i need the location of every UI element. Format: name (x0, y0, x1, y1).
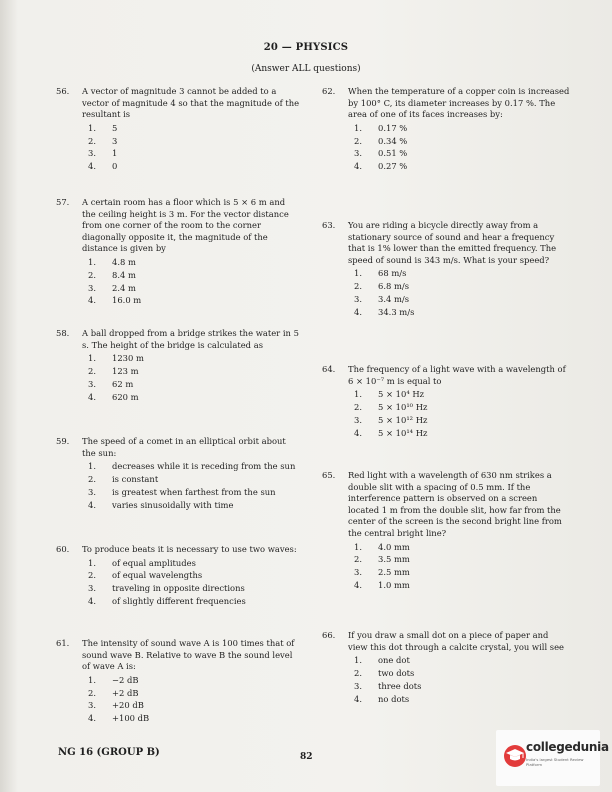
option-1: 1. −2 dB (88, 674, 139, 685)
option-2: 2. is constant (88, 473, 159, 484)
options-list (88, 257, 301, 307)
options-list (88, 558, 301, 608)
option-3: 3. 3.4 m/s (354, 293, 410, 304)
option-3: 3. 5 × 10¹² Hz (354, 414, 428, 425)
question-number: 61. (56, 638, 70, 648)
option-4: 4. varies sinusoidally with time (88, 499, 234, 510)
option-2: 2. 0.34 % (354, 135, 408, 146)
option-1: 1. 68 m/s (354, 268, 407, 279)
option-2: 2. of equal wavelengths (88, 570, 203, 581)
options-list (88, 461, 301, 511)
page-number: 82 (300, 752, 313, 762)
question-number: 60. (56, 544, 70, 554)
option-2: 2. 8.4 m (88, 269, 136, 280)
option-4: 4. 1.0 mm (354, 579, 410, 590)
options-list (88, 123, 301, 173)
option-1: 1. 5 (88, 122, 118, 133)
option-2: 2. 3 (88, 135, 118, 146)
watermark-tagline: India's largest Student Review Platform (526, 757, 584, 767)
question-61 (56, 638, 301, 726)
options-list (354, 542, 570, 592)
question-stem: The frequency of a light wave with a wavelength of 6 × 10⁻⁷ m is equal to (348, 364, 566, 386)
option-4: 4. +100 dB (88, 713, 150, 724)
option-1: 1. one dot (354, 655, 410, 666)
question-stem: To produce beats it is necessary to use two waves: (82, 544, 297, 554)
option-4: 4. 620 m (88, 391, 139, 402)
question-number: 64. (322, 364, 336, 374)
question-65 (322, 470, 570, 593)
page-title: 20 — PHYSICS (263, 42, 349, 53)
option-3: 3. 2.5 mm (354, 567, 410, 578)
option-4: 4. 16.0 m (88, 295, 142, 306)
question-57 (56, 197, 301, 308)
option-3: 3. is greatest when farthest from the sun (88, 486, 276, 497)
question-number: 56. (56, 86, 70, 96)
options-list (354, 389, 570, 439)
question-stem: Red light with a wavelength of 630 nm strikes a double slit with a spacing of 0.5 mm. If the interference pattern is observed on a screen located 1 m from the double slit, how far from the center of the screen is the second bright line from the central bright line? (348, 470, 562, 538)
instruction-text: (Answer ALL questions) (251, 64, 361, 74)
question-62 (322, 86, 570, 174)
question-number: 62. (322, 86, 336, 96)
option-2: 2. 123 m (88, 365, 139, 376)
watermark-brand: collegedunia (526, 740, 609, 754)
options-list (88, 675, 301, 725)
question-59 (56, 436, 301, 512)
option-3: 3. 62 m (88, 378, 134, 389)
options-list (354, 123, 570, 173)
question-stem: A ball dropped from a bridge strikes the water in 5 s. The height of the bridge is calculated as (82, 328, 299, 350)
question-number: 63. (322, 220, 336, 230)
footer-code: NG 16 (GROUP B) (58, 747, 160, 758)
option-2: 2. 6.8 m/s (354, 281, 410, 292)
question-stem: When the temperature of a copper coin is increased by 100° C, its diameter increases by 0.17 %. The area of one of its faces increases by: (348, 86, 570, 120)
question-number: 65. (322, 470, 336, 480)
option-4: 4. no dots (354, 693, 410, 704)
option-4: 4. of slightly different frequencies (88, 595, 246, 606)
option-1: 1. 0.17 % (354, 122, 408, 133)
question-stem: A vector of magnitude 3 cannot be added to a vector of magnitude 4 so that the magnitude of the resultant is (82, 86, 300, 120)
option-4: 4. 34.3 m/s (354, 306, 415, 317)
option-2: 2. two dots (354, 667, 415, 678)
option-3: 3. +20 dB (88, 700, 144, 711)
question-stem: If you draw a small dot on a piece of paper and view this dot through a calcite crystal, you will see (348, 630, 565, 652)
question-64 (322, 364, 570, 440)
graduation-cap-icon (502, 742, 528, 768)
question-56 (56, 86, 301, 174)
option-2: 2. 3.5 mm (354, 554, 410, 565)
options-list (88, 353, 301, 403)
option-1: 1. 5 × 10⁴ Hz (354, 389, 425, 400)
option-1: 1. of equal amplitudes (88, 557, 196, 568)
question-66 (322, 630, 570, 706)
question-number: 57. (56, 197, 70, 207)
options-list (354, 655, 570, 705)
option-2: 2. +2 dB (88, 687, 139, 698)
option-4: 4. 5 × 10¹⁴ Hz (354, 427, 428, 438)
option-4: 4. 0 (88, 161, 118, 172)
question-stem: You are riding a bicycle directly away from a stationary source of sound and hear a frequency that is 1% lower than the emitted frequency. The speed of sound is 343 m/s. What is your speed? (348, 220, 557, 265)
question-stem: The intensity of sound wave A is 100 times that of sound wave B. Relative to wave B the sound level of wave A is: (82, 638, 295, 672)
option-3: 3. 0.51 % (354, 148, 408, 159)
question-number: 66. (322, 630, 336, 640)
option-3: 3. 1 (88, 148, 118, 159)
option-3: 3. traveling in opposite directions (88, 583, 245, 594)
option-2: 2. 5 × 10¹⁰ Hz (354, 401, 428, 412)
question-number: 59. (56, 436, 70, 446)
question-stem: A certain room has a floor which is 5 × 6 m and the ceiling height is 3 m. For the vector distance from one corner of the room to the corner diagonally opposite it, the magnitude of the distance is given by (82, 197, 289, 254)
option-1: 1. 4.0 mm (354, 541, 410, 552)
question-60 (56, 544, 301, 609)
option-1: 1. decreases while it is receding from the sun (88, 461, 296, 472)
question-58 (56, 328, 301, 404)
option-3: 3. three dots (354, 680, 422, 691)
options-list (354, 268, 570, 318)
question-stem: The speed of a comet in an elliptical orbit about the sun: (82, 436, 286, 458)
watermark-logo (496, 730, 609, 786)
question-63 (322, 220, 570, 320)
option-1: 1. 4.8 m (88, 256, 136, 267)
option-3: 3. 2.4 m (88, 282, 136, 293)
question-number: 58. (56, 328, 70, 338)
option-1: 1. 1230 m (88, 353, 144, 364)
option-4: 4. 0.27 % (354, 161, 408, 172)
